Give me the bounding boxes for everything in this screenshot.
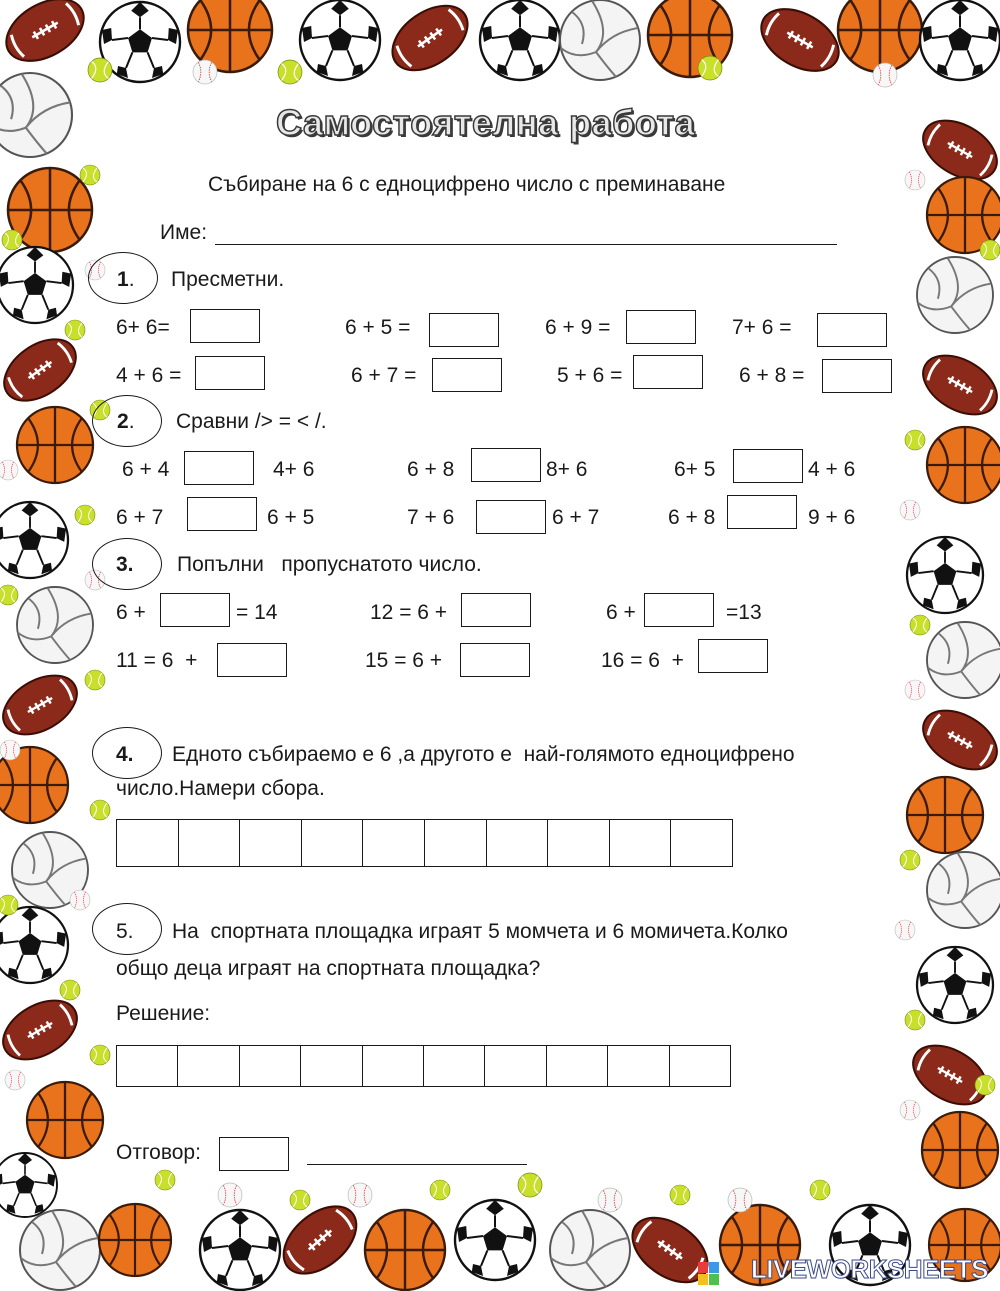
compare-right: 4+ 6	[273, 458, 315, 481]
missing-expr: =13	[726, 601, 762, 624]
missing-number-box[interactable]	[698, 639, 768, 673]
answer-box[interactable]	[432, 358, 502, 392]
task1-number: 1.	[117, 268, 135, 291]
answer-box[interactable]	[817, 313, 887, 347]
task4-text-line2: число.Намери сбора.	[116, 777, 325, 800]
missing-number-box[interactable]	[644, 593, 714, 627]
missing-number-box[interactable]	[461, 593, 531, 627]
task1-expression: 7+ 6 =	[732, 316, 792, 339]
answer-box[interactable]	[626, 310, 696, 344]
subtitle: Събиране на 6 с едноцифрено число с преминаване	[208, 173, 726, 196]
compare-box[interactable]	[187, 497, 257, 531]
missing-number-box[interactable]	[460, 643, 530, 677]
compare-right: 8+ 6	[546, 458, 588, 481]
task5-solution-grid[interactable]	[116, 1045, 731, 1087]
task1-expression: 6 + 5 =	[345, 316, 411, 339]
task3-number: 3.	[116, 553, 134, 576]
answer-box[interactable]	[822, 359, 892, 393]
liveworksheets-watermark: LIVEWORKSHEETS	[750, 1254, 988, 1284]
answer-label: Отговор:	[116, 1141, 201, 1164]
task1-expression: 4 + 6 =	[116, 364, 182, 387]
missing-expr: = 14	[236, 601, 278, 624]
task1-expression: 6+ 6=	[116, 316, 170, 339]
task4-number: 4.	[116, 743, 134, 766]
compare-box[interactable]	[733, 449, 803, 483]
page-title: Самостоятелна работа	[276, 102, 696, 143]
compare-left: 6 + 8	[668, 506, 716, 529]
answer-box[interactable]	[195, 356, 265, 390]
task4-answer-grid[interactable]	[116, 819, 733, 867]
task2-instruction: Сравни /> = < /.	[176, 410, 327, 433]
task5-text-line1: На спортната площадка играят 5 момчета и 6 момичета.Колко	[172, 920, 788, 943]
missing-expr: 12 = 6 +	[370, 601, 448, 624]
compare-right: 9 + 6	[808, 506, 856, 529]
compare-left: 6 + 4	[122, 458, 170, 481]
answer-box[interactable]	[190, 309, 260, 343]
missing-number-box[interactable]	[160, 593, 230, 627]
task1-instruction: Пресметни.	[171, 268, 285, 291]
task3-instruction: Попълни пропуснатото число.	[177, 553, 482, 576]
compare-box[interactable]	[184, 451, 254, 485]
compare-box[interactable]	[476, 500, 546, 534]
compare-right: 6 + 5	[267, 506, 315, 529]
missing-expr: 15 = 6 +	[365, 649, 443, 672]
task5-text-line2: общо деца играят на спортната площадка?	[116, 957, 541, 980]
name-line[interactable]	[215, 222, 837, 245]
task4-text-line1: Едното събираемо е 6 ,а другото е най-голямото едноцифрено	[172, 743, 795, 766]
task1-expression: 5 + 6 =	[557, 364, 623, 387]
task1-expression: 6 + 7 =	[351, 364, 417, 387]
compare-left: 6 + 7	[116, 506, 164, 529]
compare-right: 6 + 7	[552, 506, 600, 529]
task2-number: 2.	[117, 410, 135, 433]
compare-left: 6+ 5	[674, 458, 716, 481]
answer-box[interactable]	[429, 313, 499, 347]
compare-left: 6 + 8	[407, 458, 455, 481]
solution-label: Решение:	[116, 1002, 211, 1025]
compare-box[interactable]	[727, 495, 797, 529]
task1-expression: 6 + 8 =	[739, 364, 805, 387]
task1-expression: 6 + 9 =	[545, 316, 611, 339]
missing-number-box[interactable]	[217, 643, 287, 677]
missing-expr: 16 = 6 +	[601, 649, 684, 672]
missing-expr: 6 +	[116, 601, 146, 624]
compare-box[interactable]	[471, 448, 541, 482]
compare-right: 4 + 6	[808, 458, 856, 481]
missing-expr: 6 +	[606, 601, 636, 624]
name-label: Име:	[160, 221, 208, 244]
compare-left: 7 + 6	[407, 506, 455, 529]
missing-expr: 11 = 6 +	[116, 649, 198, 672]
task5-number: 5.	[116, 920, 134, 943]
answer-number-box[interactable]	[219, 1137, 289, 1171]
answer-line[interactable]	[307, 1144, 527, 1165]
answer-box[interactable]	[633, 355, 703, 389]
liveworksheets-logo-icon	[698, 1262, 720, 1286]
